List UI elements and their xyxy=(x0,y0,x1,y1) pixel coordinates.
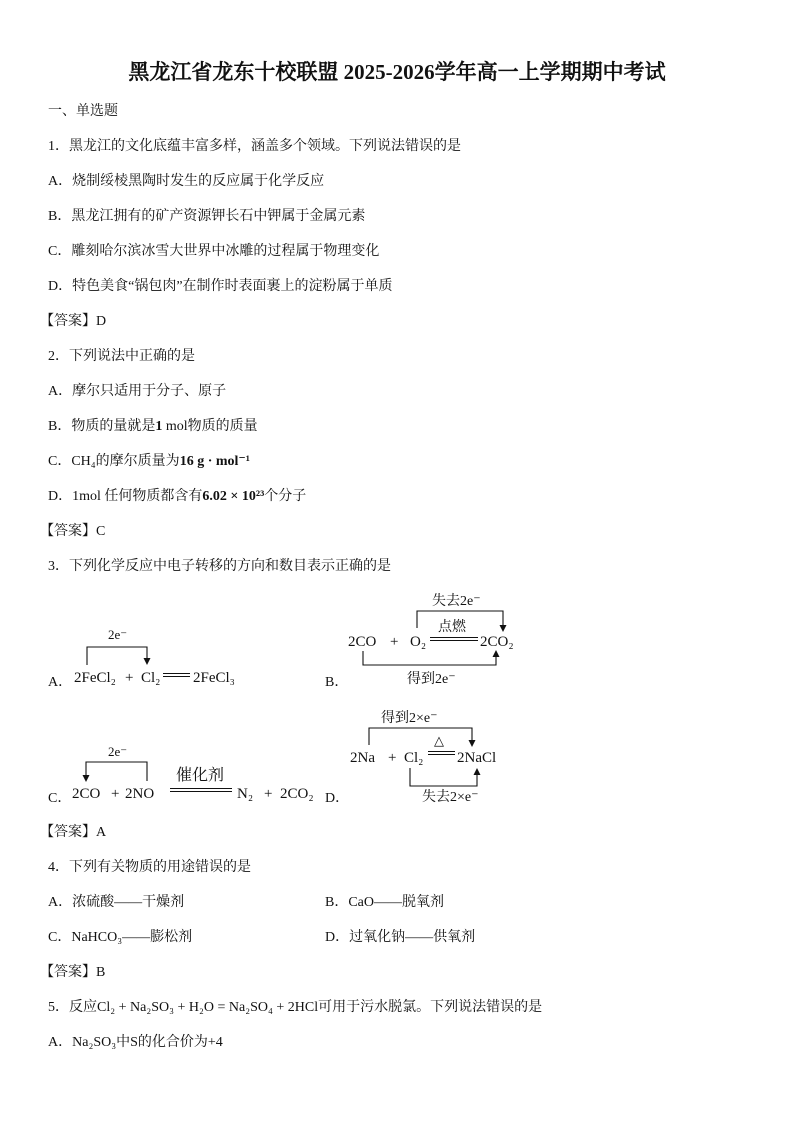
question-stem xyxy=(0,129,794,164)
option-d xyxy=(325,920,475,955)
option-text: 烧制绥棱黑陶时发生的反应属于化学反应 xyxy=(72,174,325,189)
question-number: 3． xyxy=(48,559,69,574)
question-stem xyxy=(0,990,794,1025)
option-text: 特色美食“锅包肉”在制作时表面裹上的淀粉属于单质 xyxy=(72,279,393,294)
product: N₂ xyxy=(237,786,254,802)
answer-label: 【答案】 xyxy=(40,825,96,840)
option-label: D． xyxy=(325,930,350,945)
option-text-after: mol物质的质量 xyxy=(162,419,258,434)
option-text: 物质的量就是 xyxy=(71,419,156,434)
arrowhead-up-icon xyxy=(474,768,481,775)
electron-transfer-bracket xyxy=(87,647,147,665)
option-text: 雕刻哈尔滨冰雪大世界中冰雕的过程属于物理变化 xyxy=(71,244,380,259)
option-math: 16 g · mol⁻¹ xyxy=(179,454,250,469)
plus-sign: + xyxy=(388,750,397,766)
question-number: 4． xyxy=(48,860,69,875)
product: 2CO₂ xyxy=(480,634,514,650)
option-c xyxy=(48,930,192,945)
option-label: D． xyxy=(48,279,73,294)
option-b xyxy=(0,199,794,234)
option-d xyxy=(0,479,794,514)
question-2 xyxy=(0,339,794,549)
question-stem xyxy=(0,339,794,374)
plus-sign: + xyxy=(111,786,120,802)
option-a xyxy=(0,374,794,409)
electron-transfer-bracket xyxy=(86,762,147,781)
option-row xyxy=(0,920,794,955)
option-label: C． xyxy=(48,244,72,259)
product: 2CO₂ xyxy=(280,786,314,802)
option-a xyxy=(0,1025,794,1060)
option-text: 过氧化钠——供氧剂 xyxy=(349,930,476,945)
reactant: 2CO xyxy=(72,786,101,802)
electron-transfer-label: 2e⁻ xyxy=(108,627,128,642)
reaction-formula: Cl₂ + Na₂SO₃ + H₂O = Na₂SO₄ + 2HCl xyxy=(97,1000,319,1015)
option-label: D． xyxy=(48,489,73,504)
arrowhead-up-icon xyxy=(493,650,500,657)
option-text-after: 个分子 xyxy=(264,489,307,504)
option-label-a: A． xyxy=(48,675,73,690)
electron-loss-label: 失去2×e⁻ xyxy=(422,790,479,805)
question-stem xyxy=(0,549,794,584)
question-number: 1． xyxy=(48,139,69,154)
product: 2FeCl₃ xyxy=(193,670,235,686)
electron-gain-label: 得到2×e⁻ xyxy=(381,711,438,726)
reactant: Cl₂ xyxy=(141,670,161,686)
section-heading: 一、单选题 xyxy=(48,104,118,119)
reaction-condition: 催化剂 xyxy=(176,767,225,784)
option-label-c: C． xyxy=(48,791,72,806)
answer-line xyxy=(0,514,794,549)
plus-sign: + xyxy=(125,670,134,686)
option-text: CH₄的摩尔质量为 xyxy=(71,454,180,469)
question-text-after: 可用于污水脱氯。下列说法错误的是 xyxy=(318,1000,543,1015)
reaction-condition: 点燃 xyxy=(438,620,466,635)
option-label-d: D． xyxy=(325,791,350,806)
option-label: C． xyxy=(48,454,72,469)
option-label: A． xyxy=(48,1035,73,1050)
exam-content xyxy=(0,94,794,1060)
electron-transfer-bracket-bottom xyxy=(410,768,477,786)
question-1 xyxy=(0,129,794,339)
answer-value: B xyxy=(96,965,106,980)
arrowhead-down-icon xyxy=(83,775,90,782)
option-text: Na₂SO₃中S的化合价为+4 xyxy=(72,1035,223,1050)
option-text: 摩尔只适用于分子、原子 xyxy=(72,384,227,399)
option-b xyxy=(325,885,444,920)
equation-diagrams xyxy=(0,584,794,815)
option-math: 6.02 × 10²³ xyxy=(202,489,265,504)
plus-sign: + xyxy=(264,786,273,802)
answer-value: D xyxy=(96,314,107,329)
question-text: 下列说法中正确的是 xyxy=(69,349,195,364)
arrowhead-down-icon xyxy=(469,740,476,747)
answer-value: C xyxy=(96,524,106,539)
answer-label: 【答案】 xyxy=(40,965,96,980)
question-3 xyxy=(0,549,794,850)
option-label: B． xyxy=(48,419,72,434)
electron-transfer-bracket-top xyxy=(369,728,472,745)
question-text: 反应 xyxy=(69,1000,97,1015)
reactant: 2Na xyxy=(350,750,375,766)
option-label: B． xyxy=(48,209,72,224)
reactant: Cl₂ xyxy=(404,750,424,766)
question-4 xyxy=(0,850,794,990)
electron-gain-label: 得到2e⁻ xyxy=(407,672,456,687)
arrowhead-down-icon xyxy=(144,658,151,665)
answer-line xyxy=(0,304,794,339)
answer-line xyxy=(0,955,794,990)
reactant: 2FeCl₂ xyxy=(74,670,116,686)
reactant: O₂ xyxy=(410,634,427,650)
reactant: 2NO xyxy=(125,786,155,802)
product: 2NaCl xyxy=(457,750,497,766)
arrowhead-down-icon xyxy=(500,625,507,632)
answer-line xyxy=(0,815,794,850)
reactant: 2CO xyxy=(348,634,377,650)
option-row xyxy=(0,885,794,920)
answer-value: A xyxy=(96,825,107,840)
diagram-option-d xyxy=(340,705,510,808)
question-number: 2． xyxy=(48,349,69,364)
answer-label: 【答案】 xyxy=(40,524,96,539)
answer-label: 【答案】 xyxy=(40,314,96,329)
option-b xyxy=(0,409,794,444)
option-a xyxy=(0,164,794,199)
option-label: B． xyxy=(325,895,349,910)
option-label: A． xyxy=(48,174,73,189)
question-5 xyxy=(0,990,794,1060)
option-text: 黑龙江拥有的矿产资源钾长石中钾属于金属元素 xyxy=(71,209,366,224)
electron-loss-label: 失去2e⁻ xyxy=(432,594,481,609)
electron-transfer-label: 2e⁻ xyxy=(108,744,128,759)
diagram-option-a xyxy=(66,616,246,691)
plus-sign: + xyxy=(390,634,399,650)
question-stem xyxy=(0,850,794,885)
option-label: A． xyxy=(48,384,73,399)
option-a xyxy=(48,895,184,910)
diagram-option-b xyxy=(340,590,520,690)
electron-transfer-bracket-bottom xyxy=(363,651,496,665)
option-label: C． xyxy=(48,930,72,945)
option-d xyxy=(0,269,794,304)
option-c xyxy=(0,444,794,479)
option-text: 浓硫酸——干燥剂 xyxy=(72,895,185,910)
option-text: CaO——脱氧剂 xyxy=(348,895,445,910)
question-text: 黑龙江的文化底蕴丰富多样，涵盖多个领域。下列说法错误的是 xyxy=(69,139,461,154)
reaction-condition: △ xyxy=(434,733,444,748)
question-number: 5． xyxy=(48,1000,69,1015)
diagram-option-c xyxy=(66,740,326,808)
option-text: NaHCO₃——膨松剂 xyxy=(71,930,193,945)
option-text: 1mol 任何物质都含有 xyxy=(72,489,203,504)
option-label: A． xyxy=(48,895,73,910)
page-title: 黑龙江省龙东十校联盟 2025-2026学年高一上学期期中考试 xyxy=(128,60,666,84)
question-text: 下列化学反应中电子转移的方向和数目表示正确的是 xyxy=(69,559,391,574)
question-text: 下列有关物质的用途错误的是 xyxy=(69,860,251,875)
option-math: 1 xyxy=(155,419,163,434)
option-c xyxy=(0,234,794,269)
option-label-b: B． xyxy=(325,675,349,690)
